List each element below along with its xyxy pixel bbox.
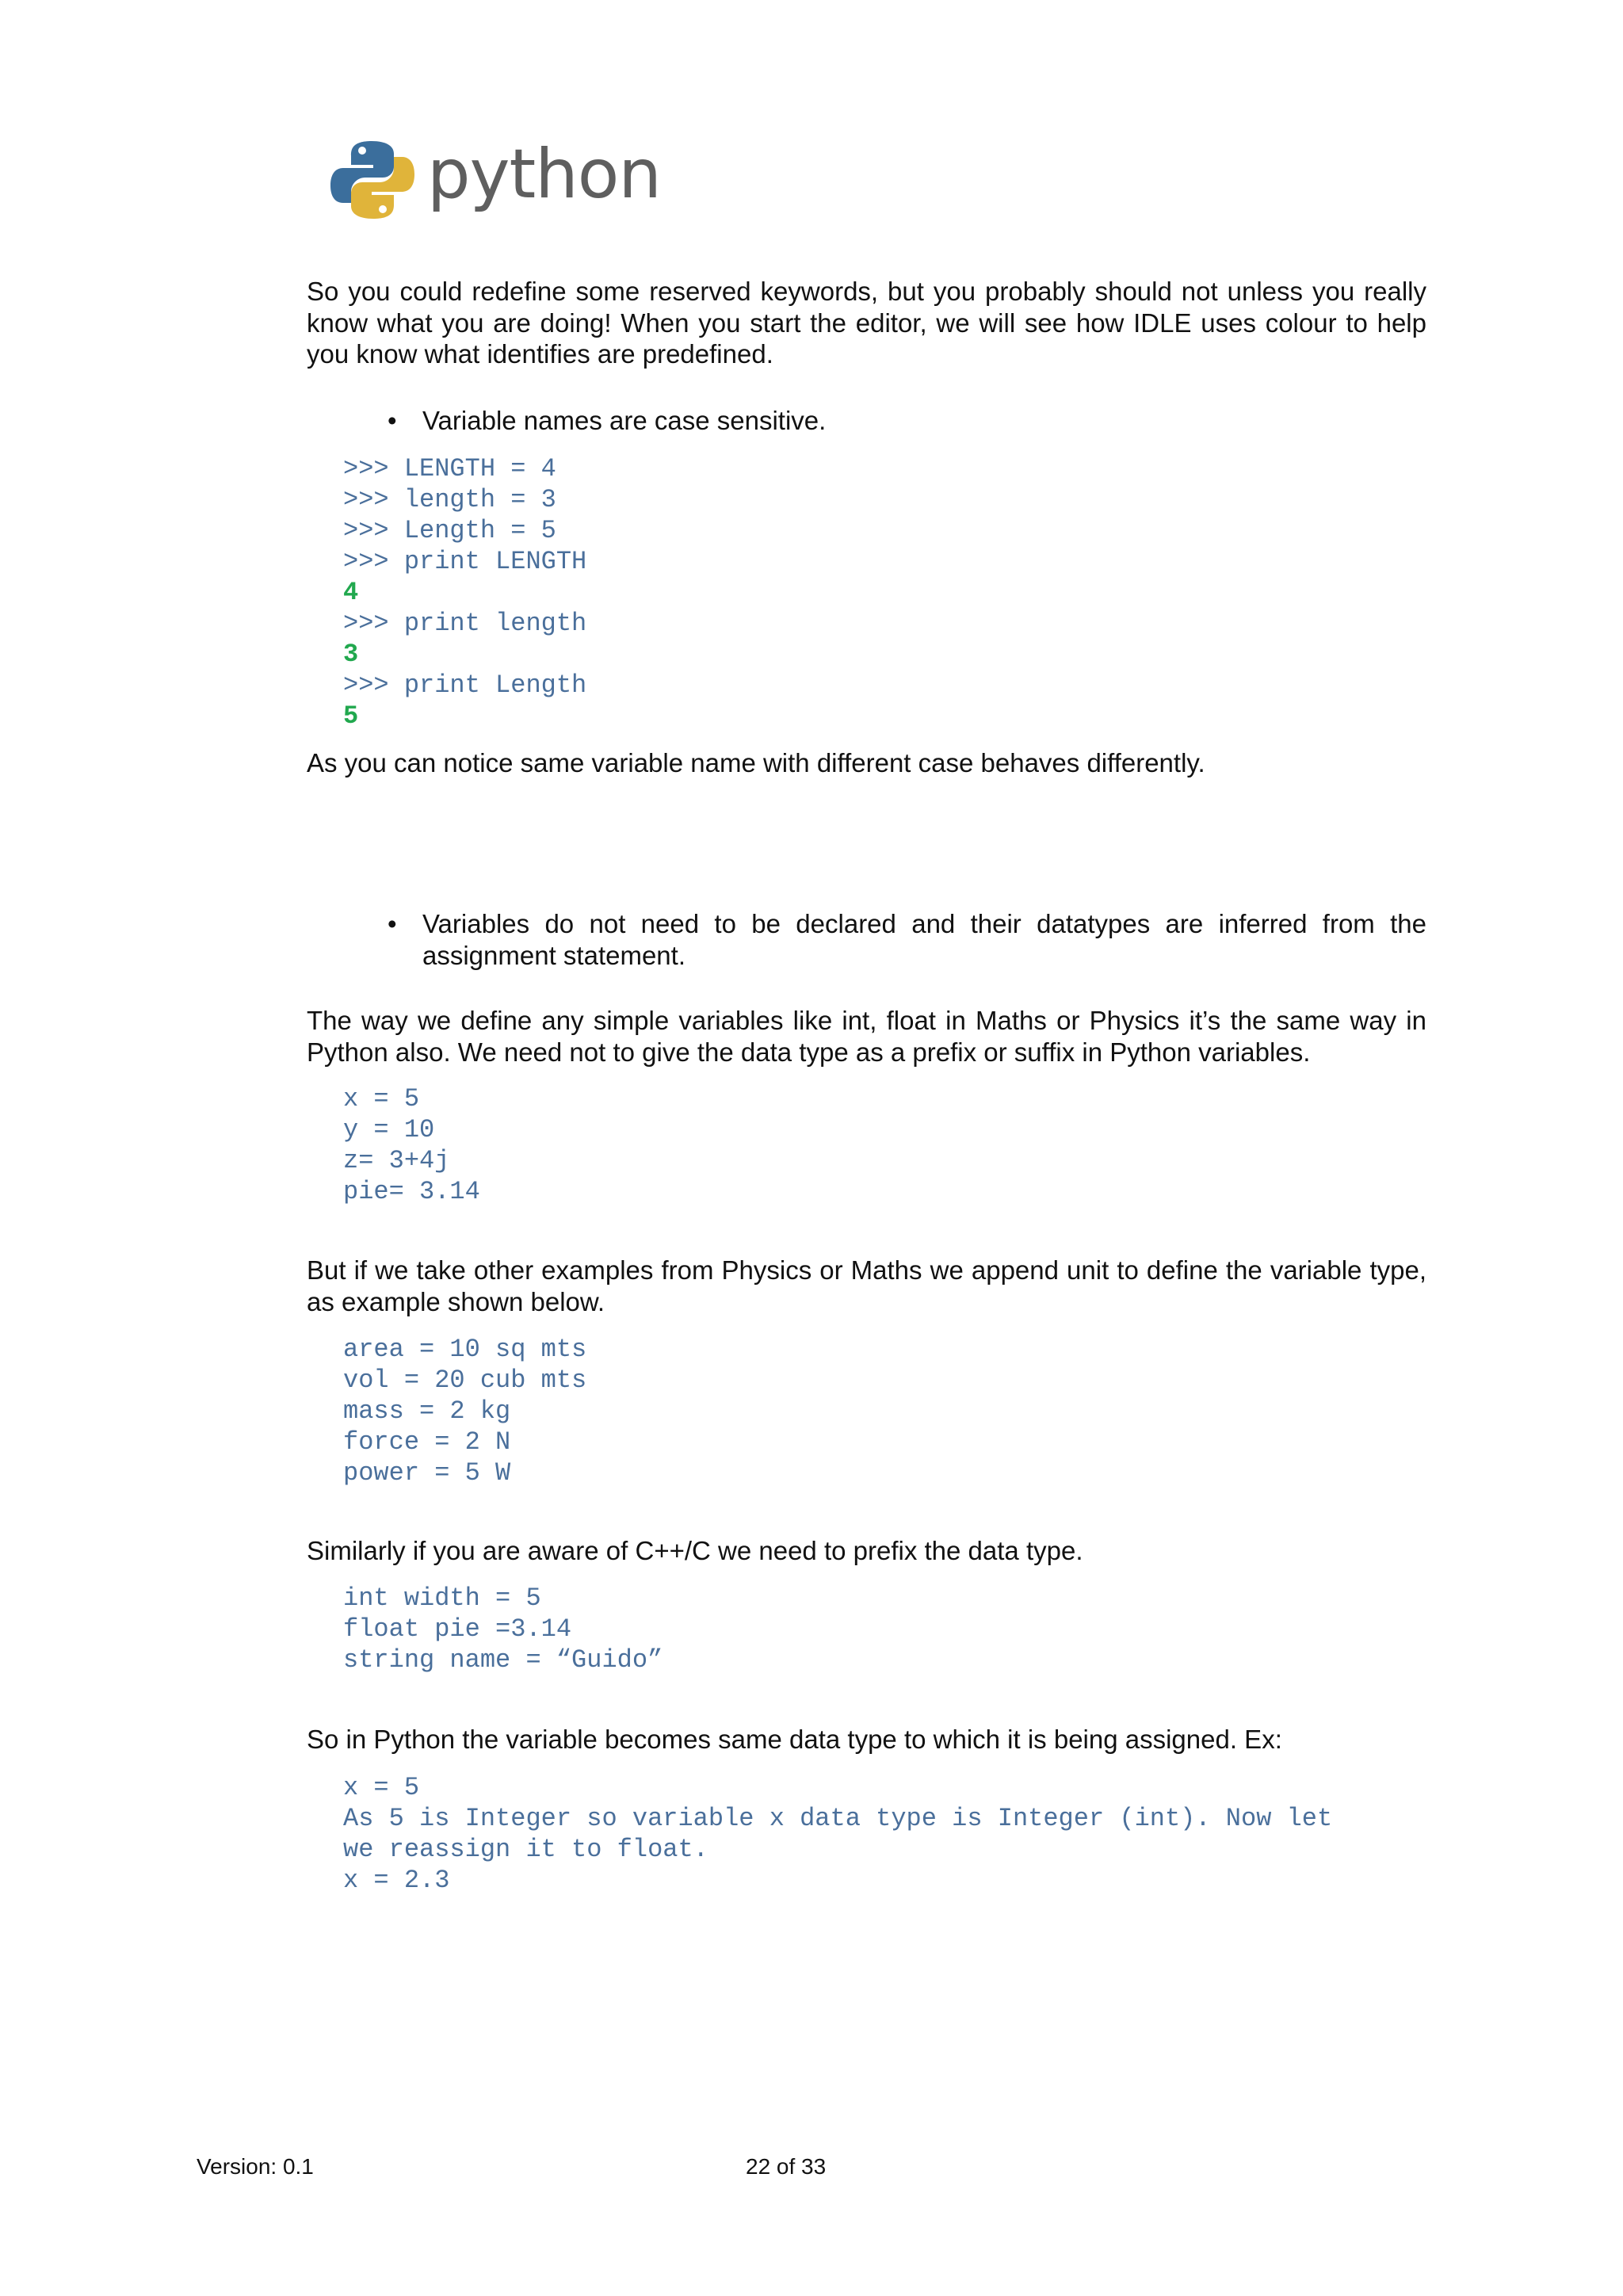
bullet-text-content: Variables do not need to be declared and their datatypes are inferred from the assignment statement. — [422, 909, 1426, 970]
code-line: area = 10 sq mts — [343, 1335, 587, 1364]
code-block-cpp — [343, 1583, 663, 1675]
bullet-text: Variable names are case sensitive. — [422, 406, 827, 435]
code-block-python-vars — [343, 1083, 480, 1207]
code-line: we reassign it to float. — [343, 1835, 708, 1864]
code-line: power = 5 W — [343, 1458, 511, 1488]
bullet-dot: • — [388, 406, 397, 435]
code-line: float pie =3.14 — [343, 1614, 572, 1644]
code-line: z= 3+4j — [343, 1146, 450, 1175]
code-line: >>> length = 3 — [343, 485, 556, 514]
code-output: 5 — [343, 701, 359, 731]
code-line: x = 5 — [343, 1084, 420, 1114]
code-line: int width = 5 — [343, 1584, 541, 1613]
logo-wordmark: python — [427, 135, 661, 214]
paragraph-dynamic-type: So in Python the variable becomes same data type to which it is being assigned. Ex: — [307, 1725, 1282, 1754]
code-line: force = 2 N — [343, 1427, 511, 1457]
paragraph-simple-vars: The way we define any simple variables like int, float in Maths or Physics it’s the same way in Python also. We need not to give the data type as a prefix or suffix in Python variables. — [307, 1006, 1426, 1067]
code-line: x = 2.3 — [343, 1866, 450, 1895]
code-line: pie= 3.14 — [343, 1177, 480, 1206]
code-line: As 5 is Integer so variable x data type is Integer (int). Now let — [343, 1804, 1333, 1833]
paragraph-units: But if we take other examples from Physics or Maths we append unit to define the variable type, as example shown below. — [307, 1255, 1426, 1316]
code-block-case — [343, 453, 586, 732]
python-snake-icon — [329, 136, 416, 223]
code-line: >>> Length = 5 — [343, 516, 556, 545]
bullet-case-sensitive — [388, 405, 1426, 437]
bullet-dot: • — [388, 909, 397, 938]
paragraph-case-note: As you can notice same variable name with different case behaves differently. — [307, 748, 1205, 777]
code-line: string name = “Guido” — [343, 1645, 663, 1675]
code-block-dynamic — [343, 1772, 1332, 1896]
code-line: >>> print Length — [343, 670, 587, 700]
python-logo — [329, 136, 661, 223]
code-output: 3 — [343, 640, 359, 669]
code-line: y = 10 — [343, 1115, 435, 1144]
code-line: >>> LENGTH = 4 — [343, 454, 556, 483]
bullet-text — [391, 908, 1426, 971]
code-output: 4 — [343, 578, 359, 607]
code-line: x = 5 — [343, 1773, 420, 1802]
code-line: >>> print length — [343, 609, 587, 638]
paragraph-keywords: So you could redefine some reserved keywords, but you probably should not unless you really know what you are doing! When you start the editor, we will see how IDLE uses colour to help you know what identifies are predefined. — [307, 277, 1426, 369]
code-line: >>> print LENGTH — [343, 547, 587, 576]
code-block-units — [343, 1334, 586, 1488]
code-line: vol = 20 cub mts — [343, 1366, 587, 1395]
footer-page-number: 22 of 33 — [746, 2154, 827, 2179]
footer-version: Version: 0.1 — [197, 2154, 314, 2179]
code-line: mass = 2 kg — [343, 1396, 511, 1426]
paragraph-cpp: Similarly if you are aware of C++/C we need to prefix the data type. — [307, 1536, 1083, 1565]
bullet-declare — [388, 908, 1426, 971]
